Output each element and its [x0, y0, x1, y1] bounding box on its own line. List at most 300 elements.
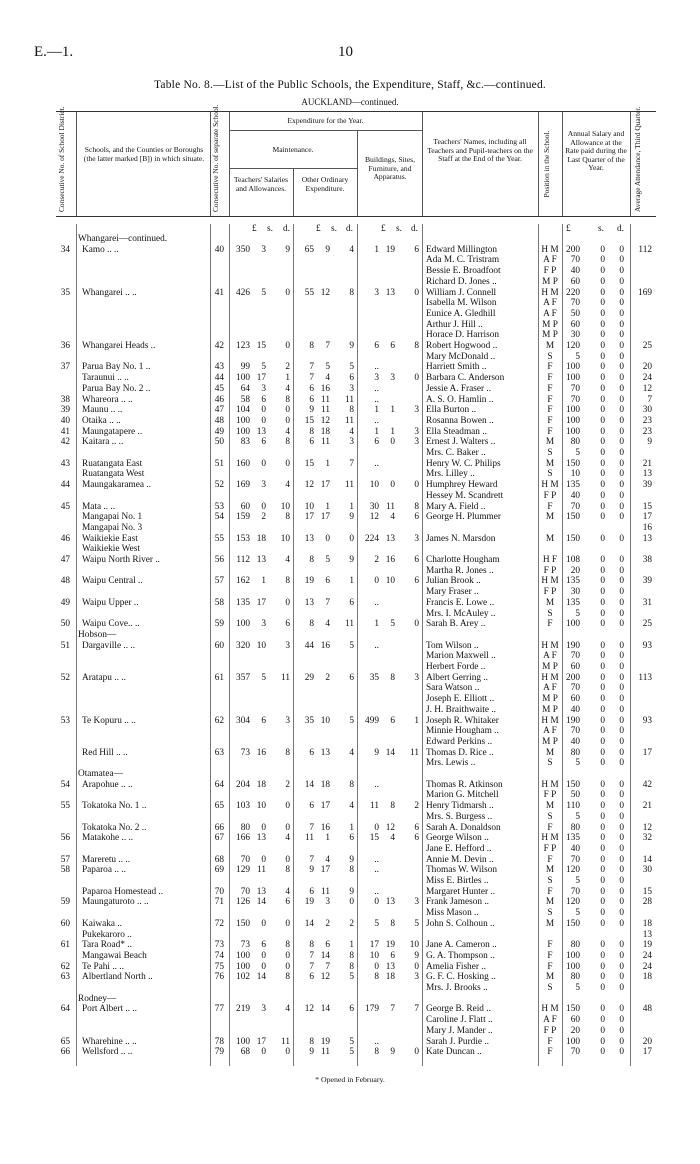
- annual-salary-pounds: 190: [566, 715, 580, 726]
- school-no: 50: [214, 437, 224, 448]
- annual-salary-pence: 0: [619, 394, 624, 405]
- salary-shillings: 6: [261, 940, 266, 951]
- school-no: 59: [214, 619, 224, 630]
- other-pence: 5: [349, 362, 354, 373]
- table-row: [0, 405, 700, 415]
- school-no: 73: [214, 940, 224, 951]
- position: F P: [543, 843, 557, 854]
- buildings-pounds: 3: [374, 287, 379, 298]
- position: M: [545, 437, 555, 448]
- annual-salary-pounds: 100: [566, 1036, 580, 1047]
- annual-salary-pounds: 60: [570, 1015, 580, 1026]
- buildings-shillings: 6: [390, 715, 395, 726]
- salary-pence: 11: [281, 672, 290, 683]
- salary-shillings: 6: [261, 394, 266, 405]
- buildings-shillings: 18: [385, 972, 395, 983]
- teacher-name: Sarah J. Purdie ..: [426, 1036, 490, 1047]
- buildings-pence: 6: [414, 555, 419, 565]
- table-row: [0, 812, 700, 822]
- salary-pence: 1: [285, 373, 290, 384]
- position: H M: [541, 480, 559, 491]
- other-shillings: 16: [320, 640, 330, 651]
- annual-salary-pence: 0: [619, 640, 624, 651]
- salary-pounds: 64: [240, 383, 250, 394]
- buildings-pounds: 11: [370, 801, 379, 812]
- salary-pounds: 70: [240, 886, 250, 897]
- position: F: [547, 854, 553, 865]
- annual-salary-pence: 0: [619, 341, 624, 351]
- annual-salary-shillings: 0: [600, 308, 605, 319]
- annual-salary-pence: 0: [619, 308, 624, 319]
- salary-pence: 9: [285, 244, 290, 255]
- district-no: 35: [60, 287, 70, 298]
- annual-salary-shillings: 0: [600, 1036, 605, 1047]
- annual-salary-pence: 0: [619, 950, 624, 961]
- teacher-name: Mary McDonald ..: [426, 351, 496, 362]
- buildings-pence: 3: [414, 672, 419, 683]
- other-pence: 0: [349, 533, 354, 544]
- table-row: [0, 737, 700, 747]
- teacher-name: George H. Plummer: [426, 512, 501, 523]
- buildings-pounds: 6: [374, 437, 379, 448]
- salary-pence: 4: [285, 1004, 290, 1015]
- annual-salary-pence: 0: [619, 843, 624, 854]
- annual-salary-pounds: 120: [566, 897, 580, 908]
- buildings-shillings: 14: [385, 747, 395, 758]
- table-row: [0, 576, 700, 586]
- salary-shillings: 6: [261, 437, 266, 448]
- teacher-name: Julian Brook ..: [426, 576, 481, 587]
- salary-shillings: 5: [261, 672, 266, 683]
- annual-salary-pounds: 80: [570, 972, 580, 983]
- other-pence: 4: [349, 244, 354, 255]
- col-buildings: Buildings, Sites, Furniture, and Apparatus.: [364, 155, 415, 182]
- annual-salary-shillings: 0: [600, 341, 605, 351]
- salary-pounds: 100: [236, 1036, 250, 1047]
- annual-salary-pence: 0: [619, 747, 624, 758]
- annual-salary-pence: 0: [619, 351, 624, 362]
- buildings-pounds: ..: [374, 458, 379, 469]
- salary-pounds: 153: [236, 533, 250, 544]
- school-name: Mangapai No. 1: [82, 512, 143, 523]
- other-pence: 9: [349, 555, 354, 565]
- other-pence: 3: [349, 383, 354, 394]
- table-row: [0, 844, 700, 854]
- buildings-pence: 6: [414, 576, 419, 587]
- other-pence: 4: [349, 426, 354, 437]
- teacher-name: Sara Watson ..: [426, 683, 480, 694]
- school-name: Wharehine .. ..: [82, 1036, 137, 1047]
- buildings-pounds: 15: [369, 833, 379, 844]
- other-pounds: 8: [309, 1036, 314, 1047]
- other-shillings: 12: [320, 972, 330, 983]
- teacher-name: Mrs. S. Burgess ..: [426, 811, 493, 822]
- other-pounds: 8: [309, 426, 314, 437]
- annual-salary-pence: 0: [619, 448, 624, 458]
- buildings-pounds: ..: [374, 854, 379, 865]
- salary-shillings: 13: [256, 886, 266, 897]
- annual-salary-shillings: 0: [600, 747, 605, 758]
- other-pence: 8: [349, 405, 354, 416]
- position: F: [547, 1036, 553, 1047]
- school-name: Pukekaroro ..: [82, 929, 132, 940]
- teacher-name: Albert Gerring ..: [426, 672, 488, 683]
- position: F: [547, 373, 553, 384]
- annual-salary-shillings: 0: [600, 469, 605, 480]
- table-row: [0, 566, 700, 576]
- other-pence: 1: [349, 822, 354, 833]
- annual-salary-pence: 0: [619, 405, 624, 416]
- currency-header-row: [0, 224, 700, 234]
- salary-pounds: 357: [236, 672, 250, 683]
- annual-salary-shillings: 0: [600, 426, 605, 437]
- attendance: 23: [642, 415, 652, 426]
- annual-salary-shillings: 0: [600, 950, 605, 961]
- position: H M: [541, 576, 559, 587]
- annual-salary-shillings: 0: [600, 865, 605, 876]
- col-consec-school: Consecutive No. of separate School.: [211, 104, 220, 212]
- other-pounds: 19: [304, 897, 314, 908]
- table-row: [0, 983, 700, 993]
- annual-salary-pounds: 110: [566, 801, 580, 812]
- school-no: 49: [214, 426, 224, 437]
- annual-salary-pence: 0: [619, 908, 624, 919]
- buildings-pounds: ..: [374, 597, 379, 608]
- table-row: [0, 416, 700, 426]
- table-row: [0, 705, 700, 715]
- other-pence: 1: [349, 940, 354, 951]
- annual-salary-pence: 0: [619, 362, 624, 373]
- attendance: 169: [638, 287, 652, 298]
- table-row: [0, 790, 700, 800]
- salary-pence: 4: [285, 886, 290, 897]
- annual-salary-shillings: 0: [600, 897, 605, 908]
- school-name: Red Hill .. ..: [82, 747, 128, 758]
- school-name: Parua Bay No. 2 ..: [82, 383, 151, 394]
- district-no: 59: [60, 897, 70, 908]
- district-no: 37: [60, 362, 70, 373]
- other-shillings: 17: [320, 865, 330, 876]
- annual-salary-pounds: 70: [570, 886, 580, 897]
- attendance: 21: [642, 458, 652, 469]
- buildings-pounds: 9: [374, 747, 379, 758]
- position: H M: [541, 672, 559, 683]
- other-pence: 0: [349, 897, 354, 908]
- other-pounds: 8: [309, 341, 314, 351]
- salary-pence: 8: [285, 747, 290, 758]
- school-name: Te Kopuru .. ..: [82, 715, 136, 726]
- buildings-shillings: 11: [386, 501, 395, 512]
- other-pounds: 9: [309, 1047, 314, 1058]
- other-pounds: 7: [309, 373, 314, 384]
- position: F P: [543, 565, 557, 576]
- other-shillings: 0: [325, 533, 330, 544]
- school-name: Ruatangata West: [82, 469, 145, 480]
- other-pounds: 11: [305, 833, 314, 844]
- teacher-name: Marion Maxwell ..: [426, 651, 496, 662]
- school-name: Port Albert .. ..: [82, 1004, 138, 1015]
- annual-salary-shillings: 0: [600, 298, 605, 309]
- salary-pounds: 100: [236, 961, 250, 972]
- annual-salary-pence: 0: [619, 480, 624, 491]
- position: M: [545, 801, 555, 812]
- annual-salary-pence: 0: [619, 694, 624, 705]
- salary-shillings: 14: [256, 897, 266, 908]
- salary-shillings: 13: [256, 833, 266, 844]
- table-row: [0, 298, 700, 308]
- school-no: 52: [214, 480, 224, 491]
- school-no: 56: [214, 555, 224, 565]
- teacher-name: Richard D. Jones ..: [426, 276, 497, 287]
- annual-salary-shillings: 0: [600, 790, 605, 801]
- table-row: [0, 266, 700, 276]
- table-row: [0, 897, 700, 907]
- table-row: [0, 758, 700, 768]
- position: H F: [542, 555, 558, 565]
- annual-salary-pounds: 40: [570, 736, 580, 747]
- school-name: Taraunui .. ..: [82, 373, 129, 384]
- other-pence: 8: [349, 287, 354, 298]
- teacher-name: Humphrey Heward: [426, 480, 498, 491]
- annual-salary-shillings: 0: [600, 533, 605, 544]
- position: H M: [541, 833, 559, 844]
- buildings-pounds: 5: [374, 918, 379, 929]
- table-subtitle: AUCKLAND—continued.: [301, 97, 399, 107]
- other-pounds: 55: [304, 287, 314, 298]
- salary-pounds: 160: [236, 458, 250, 469]
- annual-salary-shillings: 0: [600, 276, 605, 287]
- buildings-pence: 3: [414, 897, 419, 908]
- salary-pence: 4: [285, 555, 290, 565]
- cur-pounds-4: £: [566, 224, 571, 234]
- other-shillings: 19: [320, 1036, 330, 1047]
- table-row: [0, 641, 700, 651]
- buildings-pence: 0: [414, 480, 419, 491]
- buildings-pence: 0: [414, 287, 419, 298]
- salary-pence: 0: [285, 822, 290, 833]
- other-shillings: 13: [320, 747, 330, 758]
- position: M: [545, 897, 555, 908]
- school-no: 66: [214, 822, 224, 833]
- salary-pounds: 169: [236, 480, 250, 491]
- other-pence: 3: [349, 437, 354, 448]
- annual-salary-pence: 0: [619, 822, 624, 833]
- table-row: [0, 673, 700, 683]
- salary-shillings: 0: [261, 501, 266, 512]
- buildings-shillings: 16: [385, 555, 395, 565]
- attendance: 30: [642, 865, 652, 876]
- annual-salary-shillings: 0: [600, 565, 605, 576]
- table-row: [0, 951, 700, 961]
- teacher-name: Thomas R. Atkinson: [426, 779, 503, 790]
- annual-salary-pence: 0: [619, 1015, 624, 1026]
- annual-salary-pence: 0: [619, 565, 624, 576]
- annual-salary-shillings: 0: [600, 383, 605, 394]
- district-no: 65: [60, 1036, 70, 1047]
- annual-salary-shillings: 0: [600, 608, 605, 619]
- table-row: [0, 662, 700, 672]
- teacher-name: Ada M. C. Tristram: [426, 255, 500, 266]
- other-pence: 11: [345, 415, 354, 426]
- other-pounds: 6: [309, 747, 314, 758]
- annual-salary-pence: 0: [619, 918, 624, 929]
- position: F: [547, 961, 553, 972]
- salary-pounds: 166: [236, 833, 250, 844]
- teacher-name: Arthur J. Hill ..: [426, 319, 483, 330]
- annual-salary-pence: 0: [619, 298, 624, 309]
- school-no: 55: [214, 533, 224, 544]
- attendance: 13: [642, 469, 652, 480]
- attendance: 93: [642, 640, 652, 651]
- school-name: Arapohue .. ..: [82, 779, 133, 790]
- buildings-pounds: 8: [374, 972, 379, 983]
- other-pence: 6: [349, 1004, 354, 1015]
- buildings-pence: 3: [414, 437, 419, 448]
- annual-salary-pounds: 190: [566, 640, 580, 651]
- school-name: Paparoa .. ..: [82, 865, 126, 876]
- attendance: 13: [642, 533, 652, 544]
- annual-salary-shillings: 0: [600, 576, 605, 587]
- salary-pounds: 104: [236, 405, 250, 416]
- position: F: [547, 501, 553, 512]
- teacher-name: Mrs. Lewis ..: [426, 758, 476, 769]
- table-row: [0, 865, 700, 875]
- school-name: Maungaturoto .. ..: [82, 897, 149, 908]
- position: S: [547, 758, 553, 769]
- other-shillings: 10: [320, 715, 330, 726]
- salary-pounds: 100: [236, 426, 250, 437]
- annual-salary-pence: 0: [619, 779, 624, 790]
- other-shillings: 4: [325, 373, 330, 384]
- other-shillings: 4: [325, 619, 330, 630]
- annual-salary-pounds: 60: [570, 662, 580, 672]
- annual-salary-pounds: 108: [566, 555, 580, 565]
- other-shillings: 12: [320, 415, 330, 426]
- salary-shillings: 2: [261, 512, 266, 523]
- school-name: Maungatapere ..: [82, 426, 143, 437]
- school-name: Aratapu .. ..: [82, 672, 126, 683]
- school-no: 79: [214, 1047, 224, 1058]
- salary-pounds: 100: [236, 373, 250, 384]
- other-pence: 6: [349, 373, 354, 384]
- buildings-shillings: 12: [385, 822, 395, 833]
- district-no: 49: [60, 597, 70, 608]
- table-row: [0, 823, 700, 833]
- table-row: [0, 234, 700, 244]
- annual-salary-pounds: 80: [570, 940, 580, 951]
- salary-shillings: 6: [261, 715, 266, 726]
- position: F: [547, 619, 553, 630]
- position: F P: [543, 490, 557, 501]
- annual-salary-shillings: 0: [600, 448, 605, 458]
- buildings-shillings: 8: [390, 672, 395, 683]
- salary-pence: 6: [285, 897, 290, 908]
- position: H M: [541, 715, 559, 726]
- annual-salary-pence: 0: [619, 983, 624, 993]
- annual-salary-pence: 0: [619, 287, 624, 298]
- salary-shillings: 1: [261, 576, 266, 587]
- position: M: [545, 341, 555, 351]
- annual-salary-shillings: 0: [600, 726, 605, 737]
- annual-salary-pounds: 150: [566, 533, 580, 544]
- annual-salary-pounds: 70: [570, 683, 580, 694]
- position: S: [547, 351, 553, 362]
- annual-salary-shillings: 0: [600, 940, 605, 951]
- other-shillings: 3: [325, 897, 330, 908]
- buildings-pence: 1: [414, 715, 419, 726]
- annual-salary-pence: 0: [619, 619, 624, 630]
- other-pence: 8: [349, 865, 354, 876]
- annual-salary-pounds: 20: [570, 565, 580, 576]
- buildings-pounds: 0: [374, 822, 379, 833]
- buildings-pounds: 1: [374, 426, 379, 437]
- table-row: [0, 448, 700, 458]
- district-no: 48: [60, 576, 70, 587]
- salary-pounds: 58: [240, 394, 250, 405]
- teacher-name: Joseph E. Elliott ..: [426, 694, 495, 705]
- annual-salary-pence: 0: [619, 662, 624, 672]
- table-row: [0, 459, 700, 469]
- attendance: 39: [642, 480, 652, 491]
- salary-pence: 0: [285, 405, 290, 416]
- buildings-pence: 6: [414, 244, 419, 255]
- buildings-shillings: 0: [390, 437, 395, 448]
- table-row: [0, 330, 700, 340]
- annual-salary-pounds: 70: [570, 501, 580, 512]
- district-no: 62: [60, 961, 70, 972]
- buildings-pounds: ..: [374, 394, 379, 405]
- position: A F: [543, 683, 557, 694]
- other-pounds: 6: [309, 437, 314, 448]
- teacher-name: William J. Connell: [426, 287, 497, 298]
- annual-salary-pence: 0: [619, 833, 624, 844]
- annual-salary-pounds: 135: [566, 576, 580, 587]
- school-name: Tokatoka No. 1 ..: [82, 801, 147, 812]
- salary-pounds: 159: [236, 512, 250, 523]
- salary-shillings: 0: [261, 822, 266, 833]
- other-pounds: 44: [304, 640, 314, 651]
- cur-shillings-1: s.: [267, 224, 273, 234]
- other-pounds: 9: [309, 405, 314, 416]
- annual-salary-pounds: 100: [566, 362, 580, 373]
- position: F: [547, 394, 553, 405]
- buildings-pence: 5: [414, 918, 419, 929]
- school-name: Ruatangata East: [82, 458, 143, 469]
- salary-pounds: 73: [240, 940, 250, 951]
- annual-salary-pence: 0: [619, 972, 624, 983]
- position: A F: [543, 726, 557, 737]
- other-shillings: 2: [325, 672, 330, 683]
- salary-pounds: 320: [236, 640, 250, 651]
- salary-pounds: 126: [236, 897, 250, 908]
- annual-salary-pence: 0: [619, 726, 624, 737]
- annual-salary-pounds: 40: [570, 843, 580, 854]
- teacher-name: Martha R. Jones ..: [426, 565, 494, 576]
- annual-salary-pounds: 80: [570, 747, 580, 758]
- col-teachers-names: Teachers' Names, including all Teachers and Pupil-teachers on the Staff at the End of the Year.: [427, 137, 533, 164]
- position: A F: [543, 1015, 557, 1026]
- salary-shillings: 3: [261, 480, 266, 491]
- annual-salary-pence: 0: [619, 854, 624, 865]
- buildings-pounds: 0: [374, 576, 379, 587]
- district-no: 40: [60, 415, 70, 426]
- annual-salary-pence: 0: [619, 865, 624, 876]
- buildings-pounds: 30: [369, 501, 379, 512]
- other-pounds: 9: [309, 865, 314, 876]
- other-pounds: 6: [309, 383, 314, 394]
- annual-salary-pounds: 70: [570, 726, 580, 737]
- teacher-name: Robert Hogwood ..: [426, 341, 498, 351]
